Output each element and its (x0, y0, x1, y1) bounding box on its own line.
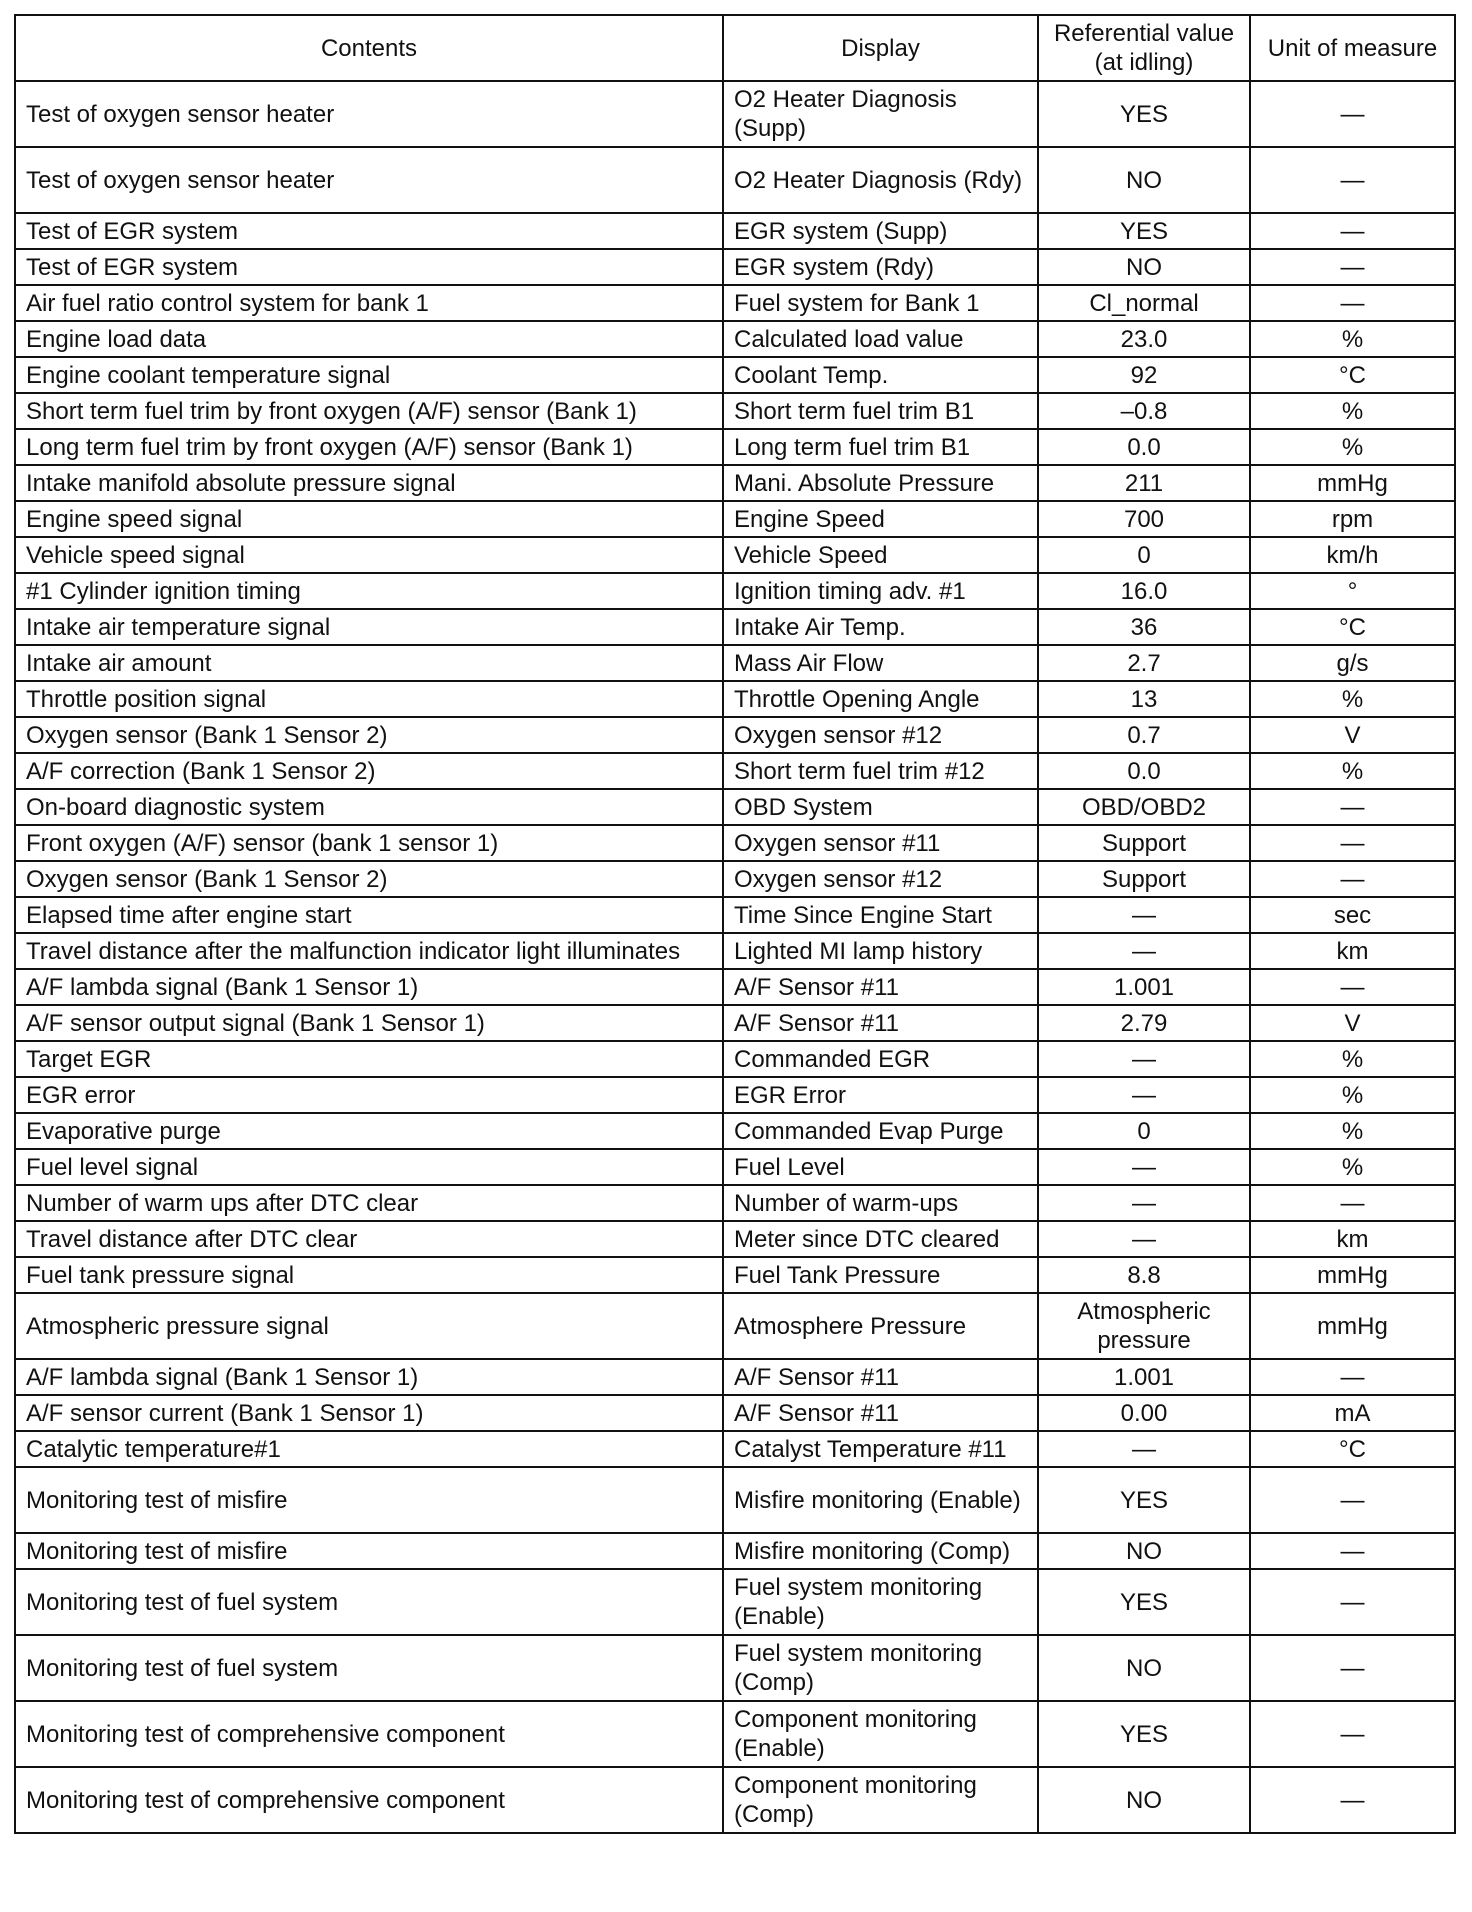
cell-referential-value: — (1038, 897, 1250, 933)
cell-referential-value: — (1038, 1077, 1250, 1113)
cell-contents: A/F sensor current (Bank 1 Sensor 1) (15, 1395, 723, 1431)
cell-unit: % (1250, 393, 1455, 429)
cell-referential-value: 700 (1038, 501, 1250, 537)
cell-unit: % (1250, 1149, 1455, 1185)
table-row (15, 1149, 1455, 1185)
cell-display: Short term fuel trim #12 (723, 753, 1038, 789)
cell-display: Short term fuel trim B1 (723, 393, 1038, 429)
table-row (15, 81, 1455, 147)
cell-display: Long term fuel trim B1 (723, 429, 1038, 465)
cell-unit: ° (1250, 573, 1455, 609)
cell-referential-value: YES (1038, 81, 1250, 147)
table-row (15, 1635, 1455, 1701)
cell-display: Fuel system monitoring (Enable) (723, 1569, 1038, 1635)
cell-referential-value: 1.001 (1038, 1359, 1250, 1395)
cell-unit: °C (1250, 357, 1455, 393)
cell-unit: — (1250, 1359, 1455, 1395)
cell-referential-value: 0.00 (1038, 1395, 1250, 1431)
cell-referential-value: 36 (1038, 609, 1250, 645)
cell-referential-value: YES (1038, 213, 1250, 249)
table-row (15, 825, 1455, 861)
cell-contents: Monitoring test of comprehensive component (15, 1701, 723, 1767)
cell-referential-value: — (1038, 1221, 1250, 1257)
table-row (15, 357, 1455, 393)
table-row (15, 933, 1455, 969)
cell-unit: — (1250, 249, 1455, 285)
cell-display: Intake Air Temp. (723, 609, 1038, 645)
cell-unit: °C (1250, 609, 1455, 645)
cell-display: Lighted MI lamp history (723, 933, 1038, 969)
cell-referential-value: NO (1038, 1635, 1250, 1701)
cell-display: Component monitoring (Enable) (723, 1701, 1038, 1767)
cell-referential-value: 0 (1038, 537, 1250, 573)
cell-unit: — (1250, 789, 1455, 825)
cell-display: Commanded Evap Purge (723, 1113, 1038, 1149)
cell-display: Oxygen sensor #11 (723, 825, 1038, 861)
cell-unit: mmHg (1250, 465, 1455, 501)
cell-unit: — (1250, 861, 1455, 897)
cell-contents: Atmospheric pressure signal (15, 1293, 723, 1359)
cell-unit: — (1250, 1767, 1455, 1833)
table-row (15, 249, 1455, 285)
cell-referential-value: OBD/OBD2 (1038, 789, 1250, 825)
cell-unit: — (1250, 213, 1455, 249)
table-row (15, 465, 1455, 501)
table-row (15, 789, 1455, 825)
cell-contents: Long term fuel trim by front oxygen (A/F) sensor (Bank 1) (15, 429, 723, 465)
cell-unit: % (1250, 753, 1455, 789)
cell-display: Catalyst Temperature #11 (723, 1431, 1038, 1467)
cell-referential-value: 2.7 (1038, 645, 1250, 681)
table-row (15, 717, 1455, 753)
cell-display: EGR system (Rdy) (723, 249, 1038, 285)
cell-contents: Oxygen sensor (Bank 1 Sensor 2) (15, 717, 723, 753)
cell-contents: Monitoring test of misfire (15, 1533, 723, 1569)
table-row (15, 537, 1455, 573)
table-row (15, 1701, 1455, 1767)
cell-display: A/F Sensor #11 (723, 1005, 1038, 1041)
cell-referential-value: 0.0 (1038, 753, 1250, 789)
cell-contents: Engine coolant temperature signal (15, 357, 723, 393)
cell-display: Time Since Engine Start (723, 897, 1038, 933)
table-row (15, 321, 1455, 357)
cell-unit: — (1250, 825, 1455, 861)
cell-contents: Vehicle speed signal (15, 537, 723, 573)
cell-unit: mmHg (1250, 1257, 1455, 1293)
cell-display: Fuel Level (723, 1149, 1038, 1185)
cell-referential-value: 2.79 (1038, 1005, 1250, 1041)
cell-contents: Fuel tank pressure signal (15, 1257, 723, 1293)
cell-unit: mmHg (1250, 1293, 1455, 1359)
table-row (15, 1185, 1455, 1221)
cell-unit: % (1250, 681, 1455, 717)
cell-unit: % (1250, 1041, 1455, 1077)
cell-contents: A/F lambda signal (Bank 1 Sensor 1) (15, 1359, 723, 1395)
table-row (15, 1767, 1455, 1833)
cell-unit: km/h (1250, 537, 1455, 573)
table-row (15, 213, 1455, 249)
table-row (15, 681, 1455, 717)
cell-contents: Air fuel ratio control system for bank 1 (15, 285, 723, 321)
cell-display: Mass Air Flow (723, 645, 1038, 681)
cell-unit: rpm (1250, 501, 1455, 537)
cell-display: Misfire monitoring (Enable) (723, 1467, 1038, 1533)
header-contents: Contents (15, 15, 723, 81)
cell-unit: % (1250, 1077, 1455, 1113)
cell-display: A/F Sensor #11 (723, 1359, 1038, 1395)
table-body (15, 81, 1455, 1833)
cell-contents: Engine load data (15, 321, 723, 357)
cell-contents: A/F lambda signal (Bank 1 Sensor 1) (15, 969, 723, 1005)
cell-contents: Monitoring test of fuel system (15, 1569, 723, 1635)
cell-unit: g/s (1250, 645, 1455, 681)
cell-unit: — (1250, 285, 1455, 321)
table-row (15, 573, 1455, 609)
cell-referential-value: YES (1038, 1569, 1250, 1635)
cell-display: O2 Heater Diagnosis (Supp) (723, 81, 1038, 147)
cell-referential-value: — (1038, 1185, 1250, 1221)
cell-referential-value: Cl_normal (1038, 285, 1250, 321)
cell-unit: km (1250, 1221, 1455, 1257)
cell-contents: Throttle position signal (15, 681, 723, 717)
cell-contents: Test of oxygen sensor heater (15, 147, 723, 213)
table-row (15, 1113, 1455, 1149)
table-row (15, 1569, 1455, 1635)
cell-unit: — (1250, 969, 1455, 1005)
cell-referential-value: 8.8 (1038, 1257, 1250, 1293)
cell-unit: % (1250, 429, 1455, 465)
table-row (15, 1221, 1455, 1257)
cell-contents: Target EGR (15, 1041, 723, 1077)
table-row (15, 1293, 1455, 1359)
cell-contents: Short term fuel trim by front oxygen (A/F) sensor (Bank 1) (15, 393, 723, 429)
cell-contents: Engine speed signal (15, 501, 723, 537)
table-row (15, 429, 1455, 465)
cell-contents: A/F correction (Bank 1 Sensor 2) (15, 753, 723, 789)
table-row (15, 393, 1455, 429)
cell-unit: — (1250, 1533, 1455, 1569)
header-unit-of-measure: Unit of measure (1250, 15, 1455, 81)
cell-referential-value: NO (1038, 249, 1250, 285)
table-row (15, 1077, 1455, 1113)
cell-referential-value: –0.8 (1038, 393, 1250, 429)
table-row (15, 147, 1455, 213)
header-referential-value: Referential value (at idling) (1038, 15, 1250, 81)
table-header-row (15, 15, 1455, 81)
table-row (15, 1395, 1455, 1431)
cell-referential-value: 0.7 (1038, 717, 1250, 753)
cell-contents: Monitoring test of comprehensive component (15, 1767, 723, 1833)
cell-contents: Oxygen sensor (Bank 1 Sensor 2) (15, 861, 723, 897)
cell-referential-value: 92 (1038, 357, 1250, 393)
cell-referential-value: 0 (1038, 1113, 1250, 1149)
cell-contents: On-board diagnostic system (15, 789, 723, 825)
cell-unit: — (1250, 147, 1455, 213)
cell-contents: Evaporative purge (15, 1113, 723, 1149)
cell-referential-value: 13 (1038, 681, 1250, 717)
data-monitor-table (14, 14, 1456, 1834)
table-row (15, 609, 1455, 645)
cell-display: EGR Error (723, 1077, 1038, 1113)
cell-unit: V (1250, 1005, 1455, 1041)
cell-referential-value: 0.0 (1038, 429, 1250, 465)
cell-unit: °C (1250, 1431, 1455, 1467)
cell-referential-value: 16.0 (1038, 573, 1250, 609)
cell-contents: A/F sensor output signal (Bank 1 Sensor 1) (15, 1005, 723, 1041)
cell-display: OBD System (723, 789, 1038, 825)
cell-display: Throttle Opening Angle (723, 681, 1038, 717)
cell-unit: — (1250, 1467, 1455, 1533)
table-row (15, 285, 1455, 321)
table-row (15, 897, 1455, 933)
cell-referential-value: NO (1038, 1767, 1250, 1833)
cell-unit: % (1250, 1113, 1455, 1149)
table-row (15, 1533, 1455, 1569)
cell-display: Meter since DTC cleared (723, 1221, 1038, 1257)
cell-display: Vehicle Speed (723, 537, 1038, 573)
cell-display: Engine Speed (723, 501, 1038, 537)
cell-contents: Intake manifold absolute pressure signal (15, 465, 723, 501)
cell-display: Mani. Absolute Pressure (723, 465, 1038, 501)
cell-contents: Test of oxygen sensor heater (15, 81, 723, 147)
cell-display: Oxygen sensor #12 (723, 717, 1038, 753)
cell-contents: Travel distance after DTC clear (15, 1221, 723, 1257)
cell-display: Fuel Tank Pressure (723, 1257, 1038, 1293)
cell-contents: Travel distance after the malfunction indicator light illuminates (15, 933, 723, 969)
cell-referential-value: YES (1038, 1467, 1250, 1533)
cell-referential-value: YES (1038, 1701, 1250, 1767)
cell-display: Coolant Temp. (723, 357, 1038, 393)
cell-contents: Number of warm ups after DTC clear (15, 1185, 723, 1221)
cell-display: Atmosphere Pressure (723, 1293, 1038, 1359)
cell-contents: Test of EGR system (15, 249, 723, 285)
cell-contents: EGR error (15, 1077, 723, 1113)
cell-display: Fuel system for Bank 1 (723, 285, 1038, 321)
cell-referential-value: 1.001 (1038, 969, 1250, 1005)
cell-unit: sec (1250, 897, 1455, 933)
cell-unit: — (1250, 81, 1455, 147)
cell-display: Number of warm-ups (723, 1185, 1038, 1221)
cell-referential-value: 23.0 (1038, 321, 1250, 357)
cell-display: Ignition timing adv. #1 (723, 573, 1038, 609)
header-display: Display (723, 15, 1038, 81)
cell-display: Fuel system monitoring (Comp) (723, 1635, 1038, 1701)
data-table-container (14, 14, 1454, 1834)
cell-unit: — (1250, 1185, 1455, 1221)
cell-referential-value: NO (1038, 147, 1250, 213)
cell-unit: — (1250, 1635, 1455, 1701)
cell-referential-value: — (1038, 1149, 1250, 1185)
cell-referential-value: — (1038, 933, 1250, 969)
cell-referential-value: Support (1038, 861, 1250, 897)
cell-display: Oxygen sensor #12 (723, 861, 1038, 897)
cell-referential-value: NO (1038, 1533, 1250, 1569)
cell-display: A/F Sensor #11 (723, 969, 1038, 1005)
table-row (15, 753, 1455, 789)
table-row (15, 645, 1455, 681)
table-row (15, 969, 1455, 1005)
cell-referential-value: 211 (1038, 465, 1250, 501)
cell-contents: Front oxygen (A/F) sensor (bank 1 sensor 1) (15, 825, 723, 861)
cell-display: Misfire monitoring (Comp) (723, 1533, 1038, 1569)
cell-display: EGR system (Supp) (723, 213, 1038, 249)
cell-display: Commanded EGR (723, 1041, 1038, 1077)
table-row (15, 501, 1455, 537)
cell-contents: Intake air amount (15, 645, 723, 681)
table-row (15, 861, 1455, 897)
table-row (15, 1359, 1455, 1395)
cell-contents: #1 Cylinder ignition timing (15, 573, 723, 609)
cell-unit: — (1250, 1701, 1455, 1767)
cell-unit: V (1250, 717, 1455, 753)
table-row (15, 1041, 1455, 1077)
cell-contents: Monitoring test of fuel system (15, 1635, 723, 1701)
cell-display: Calculated load value (723, 321, 1038, 357)
cell-contents: Fuel level signal (15, 1149, 723, 1185)
table-row (15, 1431, 1455, 1467)
cell-contents: Elapsed time after engine start (15, 897, 723, 933)
cell-referential-value: Atmospheric pressure (1038, 1293, 1250, 1359)
cell-contents: Catalytic temperature#1 (15, 1431, 723, 1467)
cell-unit: km (1250, 933, 1455, 969)
table-row (15, 1257, 1455, 1293)
cell-referential-value: Support (1038, 825, 1250, 861)
cell-display: Component monitoring (Comp) (723, 1767, 1038, 1833)
cell-unit: % (1250, 321, 1455, 357)
table-row (15, 1467, 1455, 1533)
cell-referential-value: — (1038, 1431, 1250, 1467)
table-row (15, 1005, 1455, 1041)
cell-display: O2 Heater Diagnosis (Rdy) (723, 147, 1038, 213)
cell-unit: mA (1250, 1395, 1455, 1431)
cell-referential-value: — (1038, 1041, 1250, 1077)
cell-contents: Intake air temperature signal (15, 609, 723, 645)
cell-display: A/F Sensor #11 (723, 1395, 1038, 1431)
cell-contents: Monitoring test of misfire (15, 1467, 723, 1533)
cell-unit: — (1250, 1569, 1455, 1635)
cell-contents: Test of EGR system (15, 213, 723, 249)
